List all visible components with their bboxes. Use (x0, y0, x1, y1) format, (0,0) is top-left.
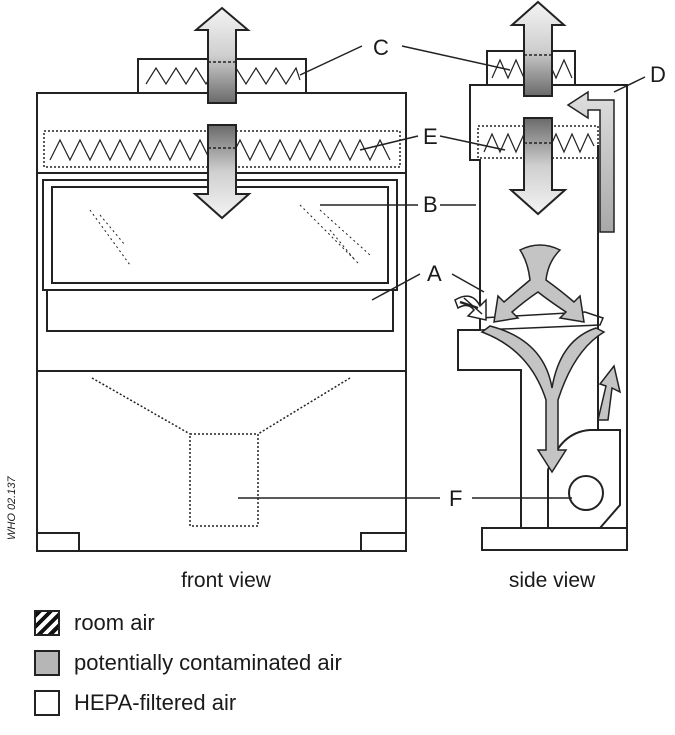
side-rear-upflow-arrow (568, 92, 614, 232)
side-blower-housing (548, 430, 620, 528)
legend-label-room-air: room air (74, 610, 155, 635)
figure-code: WHO 02.137 (6, 476, 18, 540)
caption-side-view: side view (508, 569, 596, 592)
side-return-flow-arrow (482, 326, 604, 472)
front-downflow-arrow (195, 125, 249, 218)
label-e: E (423, 124, 438, 149)
front-work-opening (47, 290, 393, 331)
legend-item-room-air (34, 606, 342, 640)
side-exhaust-arrow (512, 2, 564, 96)
legend-label-hepa-air: HEPA-filtered air (74, 690, 237, 715)
legend (34, 606, 342, 726)
caption-front-view: front view (181, 569, 271, 592)
label-f: F (449, 486, 463, 511)
side-downflow-arrow (511, 118, 565, 214)
leader-e-front (360, 136, 418, 150)
glass-reflection-marks (90, 205, 370, 265)
side-split-arrows (494, 245, 584, 322)
label-a: A (427, 261, 442, 286)
label-d: D (650, 62, 666, 87)
side-blower-wheel (569, 476, 603, 510)
front-foot-right (361, 533, 406, 551)
legend-item-hepa-air (34, 686, 342, 720)
side-room-air-arrow (455, 296, 486, 320)
side-blower-upflow-arrow (598, 366, 620, 420)
hepa-air-swatch (34, 690, 60, 716)
legend-item-contaminated-air (34, 646, 342, 680)
front-plenum-funnel (92, 378, 350, 526)
side-base (482, 528, 627, 550)
leader-c-side (402, 46, 510, 70)
contaminated-air-swatch (34, 650, 60, 676)
front-main-body (37, 173, 406, 551)
front-foot-left (37, 533, 79, 551)
leader-c-front (300, 46, 362, 75)
legend-label-contaminated-air: potentially contaminated air (74, 650, 342, 675)
label-b: B (423, 192, 438, 217)
label-c: C (373, 35, 389, 60)
room-air-swatch (34, 610, 60, 636)
front-exhaust-arrow (196, 8, 248, 103)
leader-e-side (440, 136, 505, 150)
